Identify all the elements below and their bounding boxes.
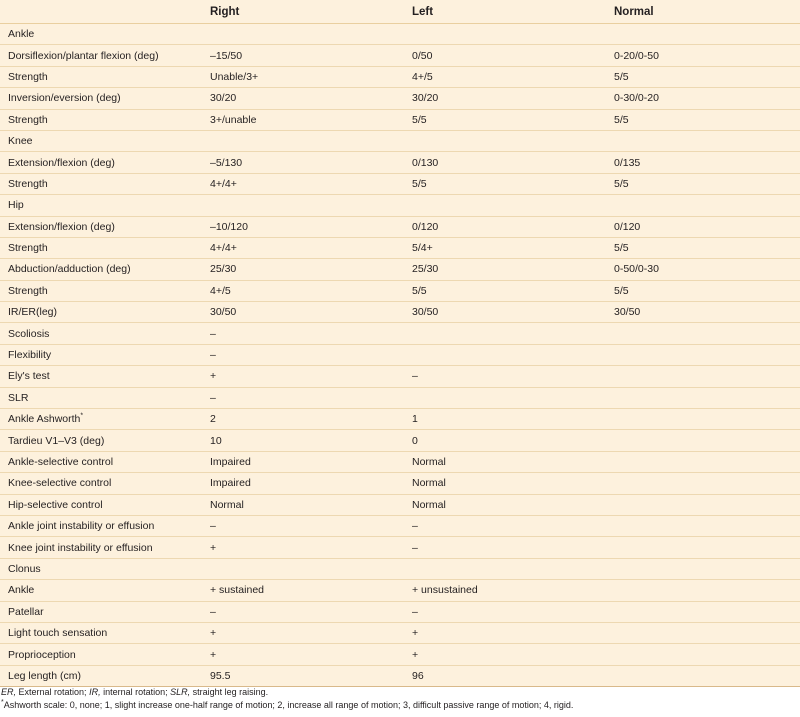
table-row xyxy=(0,173,800,194)
right-value xyxy=(202,451,404,472)
left-value xyxy=(404,45,606,66)
left-value xyxy=(404,366,606,387)
left-value xyxy=(404,216,606,237)
right-value-text: 30/20 xyxy=(210,92,237,105)
left-value xyxy=(404,130,606,151)
right-value-text: + xyxy=(210,648,217,661)
right-value-text: 3+/unable xyxy=(210,113,257,126)
row-label-text: Light touch sensation xyxy=(8,627,108,640)
right-value xyxy=(202,473,404,494)
right-value xyxy=(202,537,404,558)
row-label-text: Ankle Ashworth xyxy=(8,413,81,426)
right-value-text: 4+/4+ xyxy=(210,177,237,190)
left-value xyxy=(404,580,606,601)
normal-value xyxy=(606,109,800,130)
right-value-text: 95.5 xyxy=(210,669,231,682)
left-value-text: 0/120 xyxy=(412,220,439,233)
row-label-text: Proprioception xyxy=(8,648,76,661)
normal-value xyxy=(606,430,800,451)
normal-value xyxy=(606,259,800,280)
normal-value xyxy=(606,237,800,258)
right-value-text: – xyxy=(210,327,216,340)
right-value xyxy=(202,45,404,66)
left-value xyxy=(404,473,606,494)
right-value xyxy=(202,387,404,408)
table-row xyxy=(0,601,800,622)
left-value xyxy=(404,451,606,472)
row-label xyxy=(0,173,202,194)
row-label xyxy=(0,66,202,87)
left-value xyxy=(404,66,606,87)
row-label-text: Ankle-selective control xyxy=(8,456,114,468)
normal-value xyxy=(606,387,800,408)
left-value xyxy=(404,537,606,558)
right-value-text: + sustained xyxy=(210,584,264,597)
left-value-text: 0/130 xyxy=(412,156,439,169)
table-row xyxy=(0,152,800,173)
table-row xyxy=(0,387,800,408)
normal-value xyxy=(606,344,800,365)
right-value xyxy=(202,152,404,173)
abbr-text: internal rotation; xyxy=(100,687,171,697)
row-label-text: Clonus xyxy=(8,562,41,575)
right-value xyxy=(202,195,404,216)
normal-value xyxy=(606,323,800,344)
row-label xyxy=(0,45,202,66)
left-value-text: 0 xyxy=(412,434,418,447)
left-value-text: 30/50 xyxy=(412,306,439,319)
left-value-text: 5/4+ xyxy=(412,242,433,255)
row-label xyxy=(0,323,202,344)
right-value xyxy=(202,216,404,237)
right-value-text: + xyxy=(210,370,217,383)
normal-value-text: 0-30/0-20 xyxy=(614,92,659,105)
left-value-text: 4+/5 xyxy=(412,70,433,83)
table-row xyxy=(0,515,800,536)
normal-value xyxy=(606,195,800,216)
footnote-marker: * xyxy=(80,412,84,420)
row-label-text: Strength xyxy=(8,113,48,126)
right-value-text: + xyxy=(210,627,217,640)
table-row xyxy=(0,344,800,365)
left-value-text: 96 xyxy=(412,669,424,682)
row-label xyxy=(0,451,202,472)
row-label xyxy=(0,537,202,558)
right-value xyxy=(202,66,404,87)
right-value xyxy=(202,601,404,622)
row-label-text: Knee xyxy=(8,135,33,148)
row-label-text: Strength xyxy=(8,242,48,255)
right-value-text: 4+/5 xyxy=(210,284,231,297)
row-label-text: Strength xyxy=(8,177,48,190)
right-value xyxy=(202,494,404,515)
table-row xyxy=(0,195,800,216)
abbr-term: ER, xyxy=(1,687,17,697)
row-label-text: Strength xyxy=(8,284,48,297)
row-label-text: Strength xyxy=(8,70,48,83)
left-value xyxy=(404,644,606,665)
table-row xyxy=(0,409,800,430)
normal-value xyxy=(606,302,800,323)
right-value-text: Unable/3+ xyxy=(210,70,259,83)
row-label xyxy=(0,580,202,601)
normal-value xyxy=(606,665,800,686)
abbr-term: SLR, xyxy=(170,687,191,697)
table-row xyxy=(0,66,800,87)
normal-value xyxy=(606,24,800,45)
right-value xyxy=(202,344,404,365)
normal-value-text: 5/5 xyxy=(614,242,629,255)
normal-value-text: 0/120 xyxy=(614,220,641,233)
row-label-text: Ankle xyxy=(8,584,35,597)
row-label-text: Abduction/adduction (deg) xyxy=(8,263,131,276)
table-row xyxy=(0,259,800,280)
right-value xyxy=(202,366,404,387)
left-value-text: 5/5 xyxy=(412,284,427,297)
row-label-text: Ankle joint instability or effusion xyxy=(8,520,155,533)
right-value xyxy=(202,323,404,344)
right-value xyxy=(202,259,404,280)
abbr-term: IR, xyxy=(89,687,101,697)
table-row xyxy=(0,494,800,515)
left-value-text: 30/20 xyxy=(412,92,439,105)
left-value-text: – xyxy=(412,370,418,383)
normal-value xyxy=(606,88,800,109)
right-value-text: – xyxy=(210,605,216,618)
row-label xyxy=(0,152,202,173)
normal-value-text: 5/5 xyxy=(614,284,629,297)
right-value xyxy=(202,580,404,601)
table-row xyxy=(0,302,800,323)
right-value xyxy=(202,515,404,536)
row-label xyxy=(0,494,202,515)
row-label xyxy=(0,558,202,579)
right-value-text: –5/130 xyxy=(210,156,243,169)
table-row xyxy=(0,665,800,686)
table-row xyxy=(0,323,800,344)
left-value xyxy=(404,665,606,686)
right-value-text: Impaired xyxy=(210,477,251,490)
right-value xyxy=(202,558,404,579)
row-label xyxy=(0,430,202,451)
row-label xyxy=(0,665,202,686)
table-row xyxy=(0,430,800,451)
left-value xyxy=(404,280,606,301)
row-label xyxy=(0,109,202,130)
table-body xyxy=(0,24,800,687)
right-value xyxy=(202,130,404,151)
row-label xyxy=(0,195,202,216)
table-row xyxy=(0,45,800,66)
row-label-text: SLR xyxy=(8,391,29,404)
table-row xyxy=(0,24,800,45)
header-normal: Normal xyxy=(606,0,800,24)
left-value xyxy=(404,24,606,45)
ashworth-footnote xyxy=(0,699,800,712)
normal-value xyxy=(606,66,800,87)
normal-value xyxy=(606,622,800,643)
left-value xyxy=(404,494,606,515)
left-value-text: Normal xyxy=(412,477,446,490)
normal-value xyxy=(606,366,800,387)
table-row xyxy=(0,558,800,579)
right-value-text: Normal xyxy=(210,498,244,511)
table-row xyxy=(0,237,800,258)
row-label xyxy=(0,24,202,45)
left-value xyxy=(404,152,606,173)
right-value-text: 10 xyxy=(210,434,222,447)
left-value-text: 0/50 xyxy=(412,49,433,62)
left-value xyxy=(404,323,606,344)
right-value-text: 30/50 xyxy=(210,306,237,319)
normal-value-text: 0-20/0-50 xyxy=(614,49,659,62)
row-label xyxy=(0,280,202,301)
normal-value xyxy=(606,515,800,536)
normal-value xyxy=(606,216,800,237)
left-value-text: 1 xyxy=(412,413,418,426)
left-value-text: 5/5 xyxy=(412,177,427,190)
right-value-text: –10/120 xyxy=(210,220,248,233)
table-row xyxy=(0,473,800,494)
right-value xyxy=(202,24,404,45)
table-row xyxy=(0,109,800,130)
abbreviation-footnote xyxy=(0,686,800,699)
normal-value xyxy=(606,558,800,579)
normal-value xyxy=(606,473,800,494)
left-value xyxy=(404,109,606,130)
left-value xyxy=(404,601,606,622)
normal-value xyxy=(606,601,800,622)
normal-value xyxy=(606,152,800,173)
left-value-text: – xyxy=(412,605,418,618)
left-value-text: 5/5 xyxy=(412,113,427,126)
row-label-text: Extension/flexion (deg) xyxy=(8,220,115,233)
left-value xyxy=(404,302,606,323)
left-value xyxy=(404,237,606,258)
left-value-text: – xyxy=(412,541,418,554)
table-row xyxy=(0,130,800,151)
right-value-text: – xyxy=(210,349,216,362)
right-value xyxy=(202,409,404,430)
row-label xyxy=(0,622,202,643)
row-label-text: Dorsiflexion/plantar flexion (deg) xyxy=(8,49,159,62)
row-label xyxy=(0,601,202,622)
normal-value xyxy=(606,580,800,601)
table-row xyxy=(0,537,800,558)
row-label xyxy=(0,515,202,536)
normal-value xyxy=(606,494,800,515)
row-label-text: Ankle xyxy=(8,28,35,41)
table-row xyxy=(0,580,800,601)
right-value-text: Impaired xyxy=(210,456,251,468)
table-row xyxy=(0,216,800,237)
row-label xyxy=(0,302,202,323)
left-value xyxy=(404,173,606,194)
right-value-text: – xyxy=(210,520,216,533)
right-value xyxy=(202,237,404,258)
left-value-text: + unsustained xyxy=(412,584,478,597)
row-label-text: Scoliosis xyxy=(8,327,50,340)
table-row xyxy=(0,88,800,109)
row-label-text: Hip xyxy=(8,199,24,212)
normal-value xyxy=(606,173,800,194)
right-value-text: –15/50 xyxy=(210,49,243,62)
right-value xyxy=(202,173,404,194)
left-value xyxy=(404,387,606,408)
table-row xyxy=(0,644,800,665)
right-value-text: + xyxy=(210,541,217,554)
normal-value xyxy=(606,409,800,430)
row-label xyxy=(0,130,202,151)
row-label xyxy=(0,366,202,387)
row-label-text: Tardieu V1–V3 (deg) xyxy=(8,434,105,447)
header-right: Right xyxy=(202,0,404,24)
row-label xyxy=(0,409,202,430)
right-value xyxy=(202,280,404,301)
left-value xyxy=(404,195,606,216)
normal-value xyxy=(606,451,800,472)
right-value xyxy=(202,109,404,130)
left-value xyxy=(404,622,606,643)
normal-value xyxy=(606,280,800,301)
abbr-text: straight leg raising. xyxy=(190,687,269,697)
normal-value-text: 0/135 xyxy=(614,156,641,169)
right-value xyxy=(202,88,404,109)
row-label-text: Ely's test xyxy=(8,370,50,383)
left-value xyxy=(404,88,606,109)
row-label-text: Extension/flexion (deg) xyxy=(8,156,115,169)
table-row xyxy=(0,280,800,301)
row-label-text: IR/ER(leg) xyxy=(8,306,58,319)
row-label-text: Hip-selective control xyxy=(8,498,103,511)
header-blank xyxy=(0,0,202,24)
normal-value xyxy=(606,644,800,665)
footnote-marker: * xyxy=(1,698,4,706)
left-value xyxy=(404,344,606,365)
row-label-text: Knee-selective control xyxy=(8,477,112,490)
left-value-text: Normal xyxy=(412,498,446,511)
table-row xyxy=(0,366,800,387)
right-value xyxy=(202,644,404,665)
row-label-text: Leg length (cm) xyxy=(8,669,81,682)
row-label xyxy=(0,259,202,280)
left-value xyxy=(404,558,606,579)
left-value-text: Normal xyxy=(412,456,446,468)
row-label xyxy=(0,473,202,494)
right-value-text: 4+/4+ xyxy=(210,242,237,255)
footnotes xyxy=(0,686,800,711)
right-value xyxy=(202,302,404,323)
row-label-text: Knee joint instability or effusion xyxy=(8,541,153,554)
right-value xyxy=(202,622,404,643)
table-row xyxy=(0,622,800,643)
left-value-text: – xyxy=(412,520,418,533)
right-value-text: 25/30 xyxy=(210,263,237,276)
left-value xyxy=(404,515,606,536)
right-value xyxy=(202,430,404,451)
normal-value-text: 0-50/0-30 xyxy=(614,263,659,276)
row-label-text: Patellar xyxy=(8,605,44,618)
normal-value-text: 30/50 xyxy=(614,306,641,319)
normal-value xyxy=(606,45,800,66)
normal-value-text: 5/5 xyxy=(614,70,629,83)
row-label xyxy=(0,237,202,258)
header-row xyxy=(0,0,800,24)
header-left: Left xyxy=(404,0,606,24)
left-value-text: + xyxy=(412,648,419,661)
left-value xyxy=(404,409,606,430)
abbr-text: External rotation; xyxy=(16,687,90,697)
right-value-text: – xyxy=(210,391,216,404)
left-value xyxy=(404,430,606,451)
normal-value-text: 5/5 xyxy=(614,177,629,190)
row-label-text: Inversion/eversion (deg) xyxy=(8,92,121,105)
row-label xyxy=(0,387,202,408)
right-value-text: 2 xyxy=(210,413,216,426)
left-value-text: 25/30 xyxy=(412,263,439,276)
row-label xyxy=(0,644,202,665)
left-value-text: + xyxy=(412,627,419,640)
normal-value xyxy=(606,537,800,558)
row-label xyxy=(0,344,202,365)
row-label xyxy=(0,88,202,109)
row-label xyxy=(0,216,202,237)
normal-value xyxy=(606,130,800,151)
left-value xyxy=(404,259,606,280)
ashworth-scale-text: Ashworth scale: 0, none; 1, slight increase one-half range of motion; 2, increase all range of motion; 3, difficult passive range of motion; 4, rigid. xyxy=(3,699,574,710)
row-label-text: Flexibility xyxy=(8,349,52,362)
table-row xyxy=(0,451,800,472)
right-value xyxy=(202,665,404,686)
normal-value-text: 5/5 xyxy=(614,113,629,126)
